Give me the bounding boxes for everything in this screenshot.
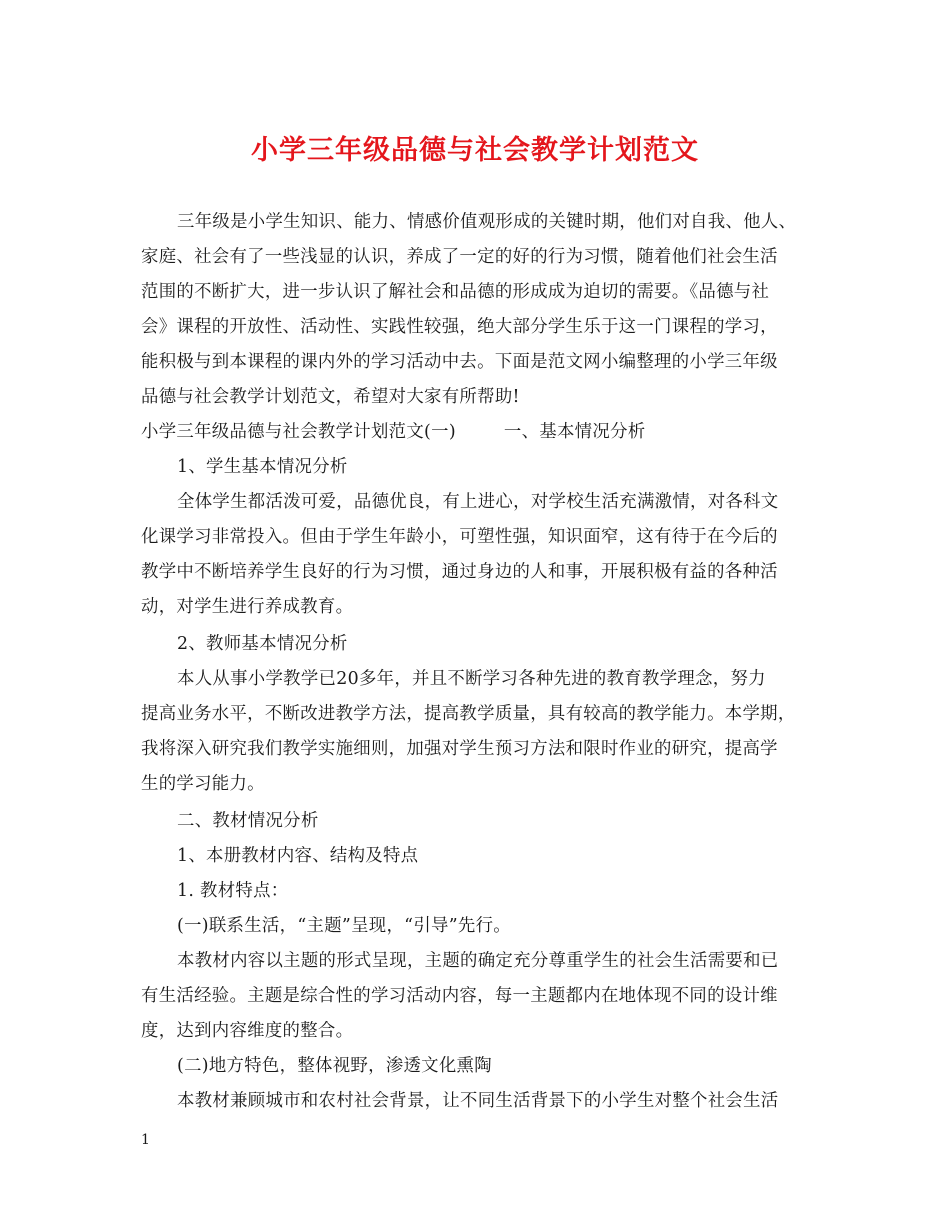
paragraph-line: 有生活经验。主题是综合性的学习活动内容，每一主题都内在地体现不同的设计维 [141,986,778,1006]
paragraph-line: 生的学习能力。 [141,774,265,794]
paragraph-line: 本教材内容以主题的形式呈现，主题的确定充分尊重学生的社会生活需要和已 [177,951,779,971]
paragraph-line: 动，对学生进行养成教育。 [141,597,354,617]
paragraph-line: 范围的不断扩大，进一步认识了解社会和品德的形成成为迫切的需要。《品德与社 [141,282,770,302]
section-heading-line [141,420,841,444]
paragraph-line: 教学中不断培养学生良好的行为习惯，通过身边的人和事，开展积极有益的各种活 [141,562,778,582]
paragraph-line: 全体学生都活泼可爱，品德优良，有上进心，对学校生活充满激情，对各科文 [177,492,779,512]
paragraph-line: 能积极与到本课程的课内外的学习活动中去。下面是范文网小编整理的小学三年级 [141,352,778,372]
paragraph-line: 家庭、社会有了一些浅显的认识，养成了一定的好的行为习惯，随着他们社会生活 [141,247,778,267]
section-heading: 一、基本情况分析 [503,422,646,442]
subheading: 1. 教材特点： [177,881,289,901]
subheading: (一)联系生活，“主题”呈现，“引导”先行。 [177,916,511,936]
paragraph-line: 本教材兼顾城市和农村社会背景，让不同生活背景下的小学生对整个社会生活 [177,1091,779,1111]
paragraph-line: 提高业务水平，不断改进教学方法，提高教学质量，具有较高的教学能力。本学期， [141,704,796,724]
section-heading: 二、教材情况分析 [177,811,319,831]
paragraph-line: 本人从事小学教学已20多年，并且不断学习各种先进的教育教学理念，努力 [177,669,766,689]
subheading: 1、本册教材内容、结构及特点 [177,846,419,866]
page-number: 1 [141,1132,150,1148]
document-title: 小学三年级品德与社会教学计划范文 [251,135,699,166]
paragraph-line: 品德与社会教学计划范文，希望对大家有所帮助! [141,387,520,407]
article-subtitle: 小学三年级品德与社会教学计划范文(一) [141,422,456,442]
paragraph-line: 化课学习非常投入。但由于学生年龄小，可塑性强，知识面窄，这有待于在今后的 [141,527,778,547]
subheading: (二)地方特色，整体视野，渗透文化熏陶 [177,1056,492,1076]
paragraph-line: 三年级是小学生知识、能力、情感价值观形成的关键时期，他们对自我、他人、 [177,212,797,232]
paragraph-line: 会》课程的开放性、活动性、实践性较强，绝大部分学生乐于这一门课程的学习， [141,317,778,337]
subheading: 2、教师基本情况分析 [177,634,348,654]
subheading: 1、学生基本情况分析 [177,457,348,477]
paragraph-line: 度，达到内容维度的整合。 [141,1021,354,1041]
paragraph-line: 我将深入研究我们教学实施细则，加强对学生预习方法和限时作业的研究，提高学 [141,739,778,759]
